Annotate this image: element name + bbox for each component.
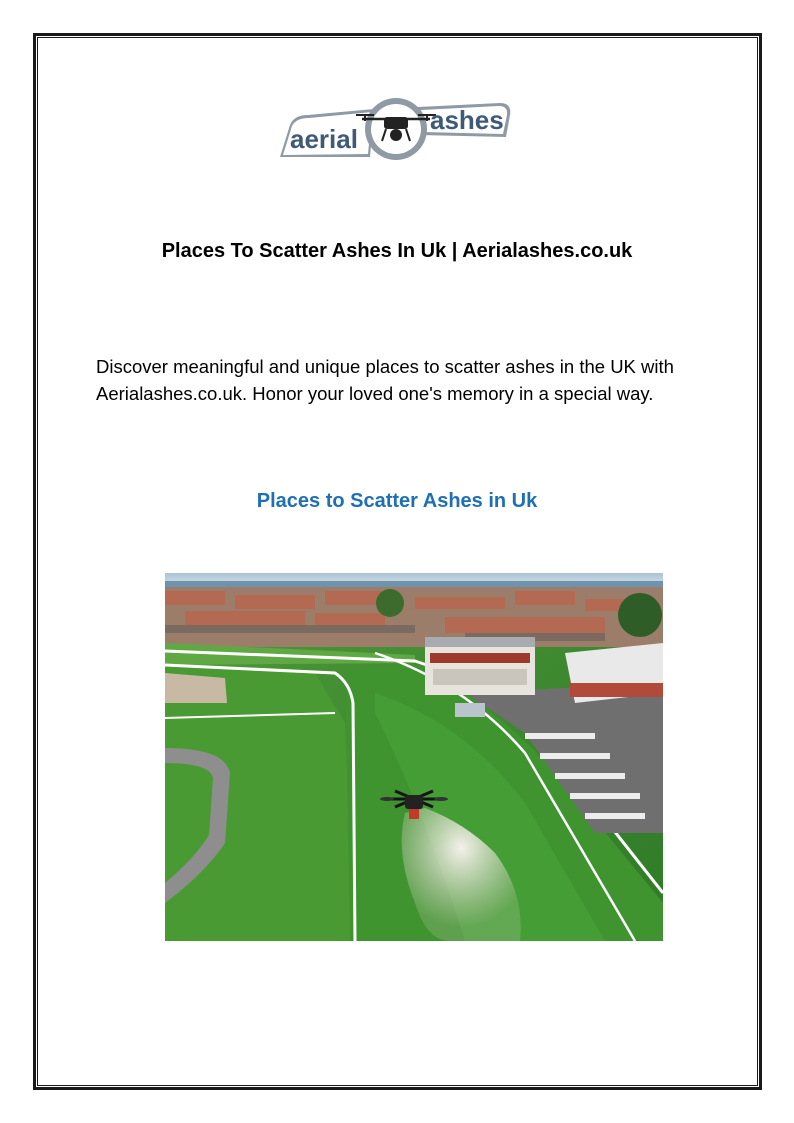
- aerial-ashes-logo[interactable]: [278, 95, 514, 163]
- document-title: Places To Scatter Ashes In Uk | Aerialashes.co.uk: [161, 240, 633, 262]
- document-description: Discover meaningful and unique places to scatter ashes in the UK with Aerialashes.co.uk. Honor your loved one's memory in a special way.: [96, 356, 674, 404]
- section-heading: Places to Scatter Ashes in Uk: [256, 490, 538, 512]
- racecourse-drone-photo: [165, 573, 663, 941]
- logo-text-aerial: aerial: [290, 124, 358, 154]
- logo-text-ashes: ashes: [430, 105, 504, 135]
